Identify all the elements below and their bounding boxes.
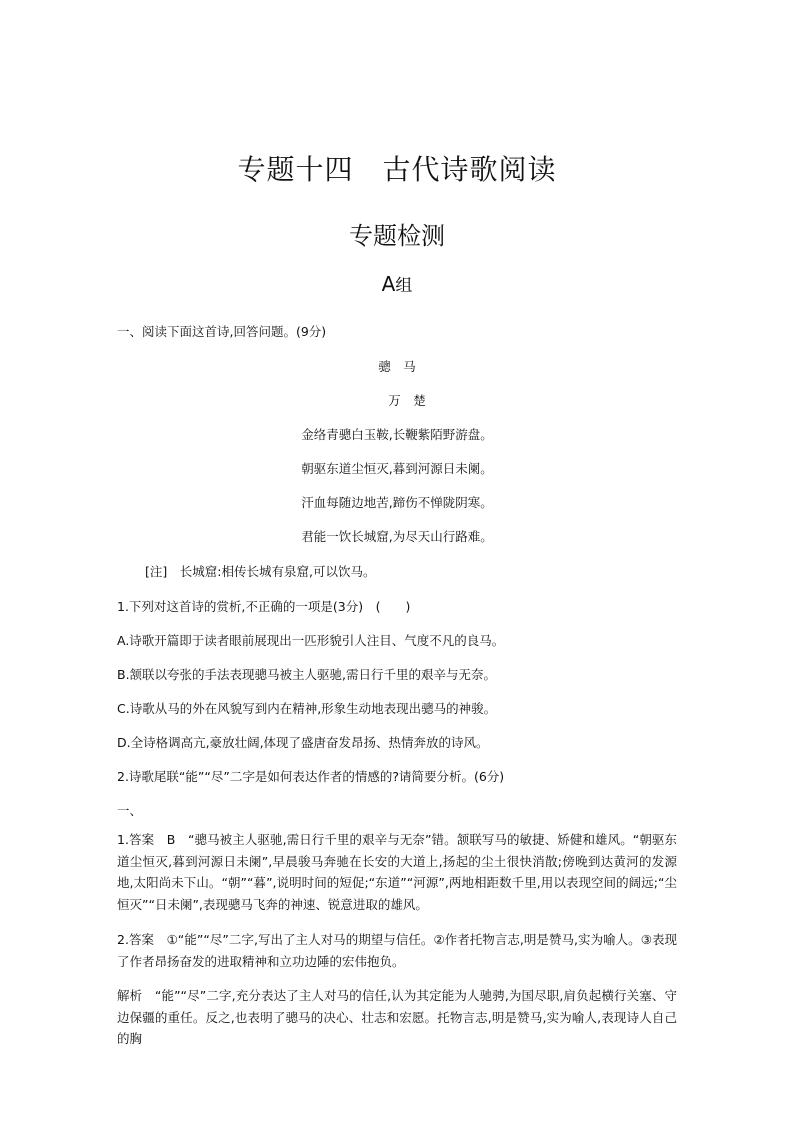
poem-title: 骢 马 xyxy=(378,359,416,374)
answers-label: 一、 xyxy=(117,803,143,818)
poem-author: 万 楚 xyxy=(388,393,426,408)
poem-line: 朝驱东道尘恒灭,暮到河源日未阑。 xyxy=(301,461,493,476)
option-c: C.诗歌从马的外在风貌写到内在精神,形象生动地表现出骢马的神骏。 xyxy=(117,701,497,716)
poem-line: 汗血每随边地苦,蹄伤不惮陇阴寒。 xyxy=(301,495,493,510)
poem-note: [注] 长城窟:相传长城有泉窟,可以饮马。 xyxy=(145,564,376,579)
poem-line: 金络青骢白玉鞍,长鞭紫陌野游盘。 xyxy=(301,427,493,442)
poem-line: 君能一饮长城窟,为尽天山行路难。 xyxy=(301,529,493,544)
analysis: 解析 “能”“尽”二字,充分表达了主人对马的信任,认为其定能为人驰骋,为国尽职,肩负起横行关塞、守边保疆的重任。反之,也表明了骢马的决心、壮志和宏愿。托物言志,明是赞马,实为喻人,表现诗人自己的胸 xyxy=(117,988,677,1046)
page-subtitle: 专题检测 xyxy=(349,222,445,250)
page-title: 专题十四 古代诗歌阅读 xyxy=(237,153,557,186)
option-b: B.颔联以夸张的手法表现骢马被主人驱驰,需日行千里的艰辛与无奈。 xyxy=(117,667,497,682)
option-a: A.诗歌开篇即于读者眼前展现出一匹形貌引人注目、气度不凡的良马。 xyxy=(117,633,505,648)
answer-1: 1.答案 B “骢马被主人驱驰,需日行千里的艰辛与无奈”错。颔联写马的敏捷、矫健和雄风。“朝驱东道尘恒灭,暮到河源日未阑”,早晨骏马奔驰在长安的大道上,扬起的尘土很快消散;傍晚到达黄河的发源地,太阳尚未下山。“朝”“暮”,说明时间的短促;“东道”“河源”,两地相距数千里,用以表现空间的阔远;“尘恒灭”“日未阑”,表现骢马飞奔的神速、锐意进取的雄风。 xyxy=(117,832,677,912)
group-letter: A xyxy=(381,272,396,296)
answer-2: 2.答案 ①“能”“尽”二字,写出了主人对马的期望与信任。②作者托物言志,明是赞马,实为喻人。③表现了作者昂扬奋发的进取精神和立功边陲的宏伟抱负。 xyxy=(117,932,677,969)
question-1-stem: 1.下列对这首诗的赏析,不正确的一项是(3分) ( ) xyxy=(117,599,411,614)
group-suffix: 组 xyxy=(395,276,413,296)
section-heading: 一、阅读下面这首诗,回答问题。(9分) xyxy=(117,324,327,339)
question-2-stem: 2.诗歌尾联“能”“尽”二字是如何表达作者的情感的?请简要分析。(6分) xyxy=(117,769,505,784)
group-heading xyxy=(0,271,794,296)
option-d: D.全诗格调高亢,豪放壮阔,体现了盛唐奋发昂扬、热情奔放的诗风。 xyxy=(117,735,489,750)
